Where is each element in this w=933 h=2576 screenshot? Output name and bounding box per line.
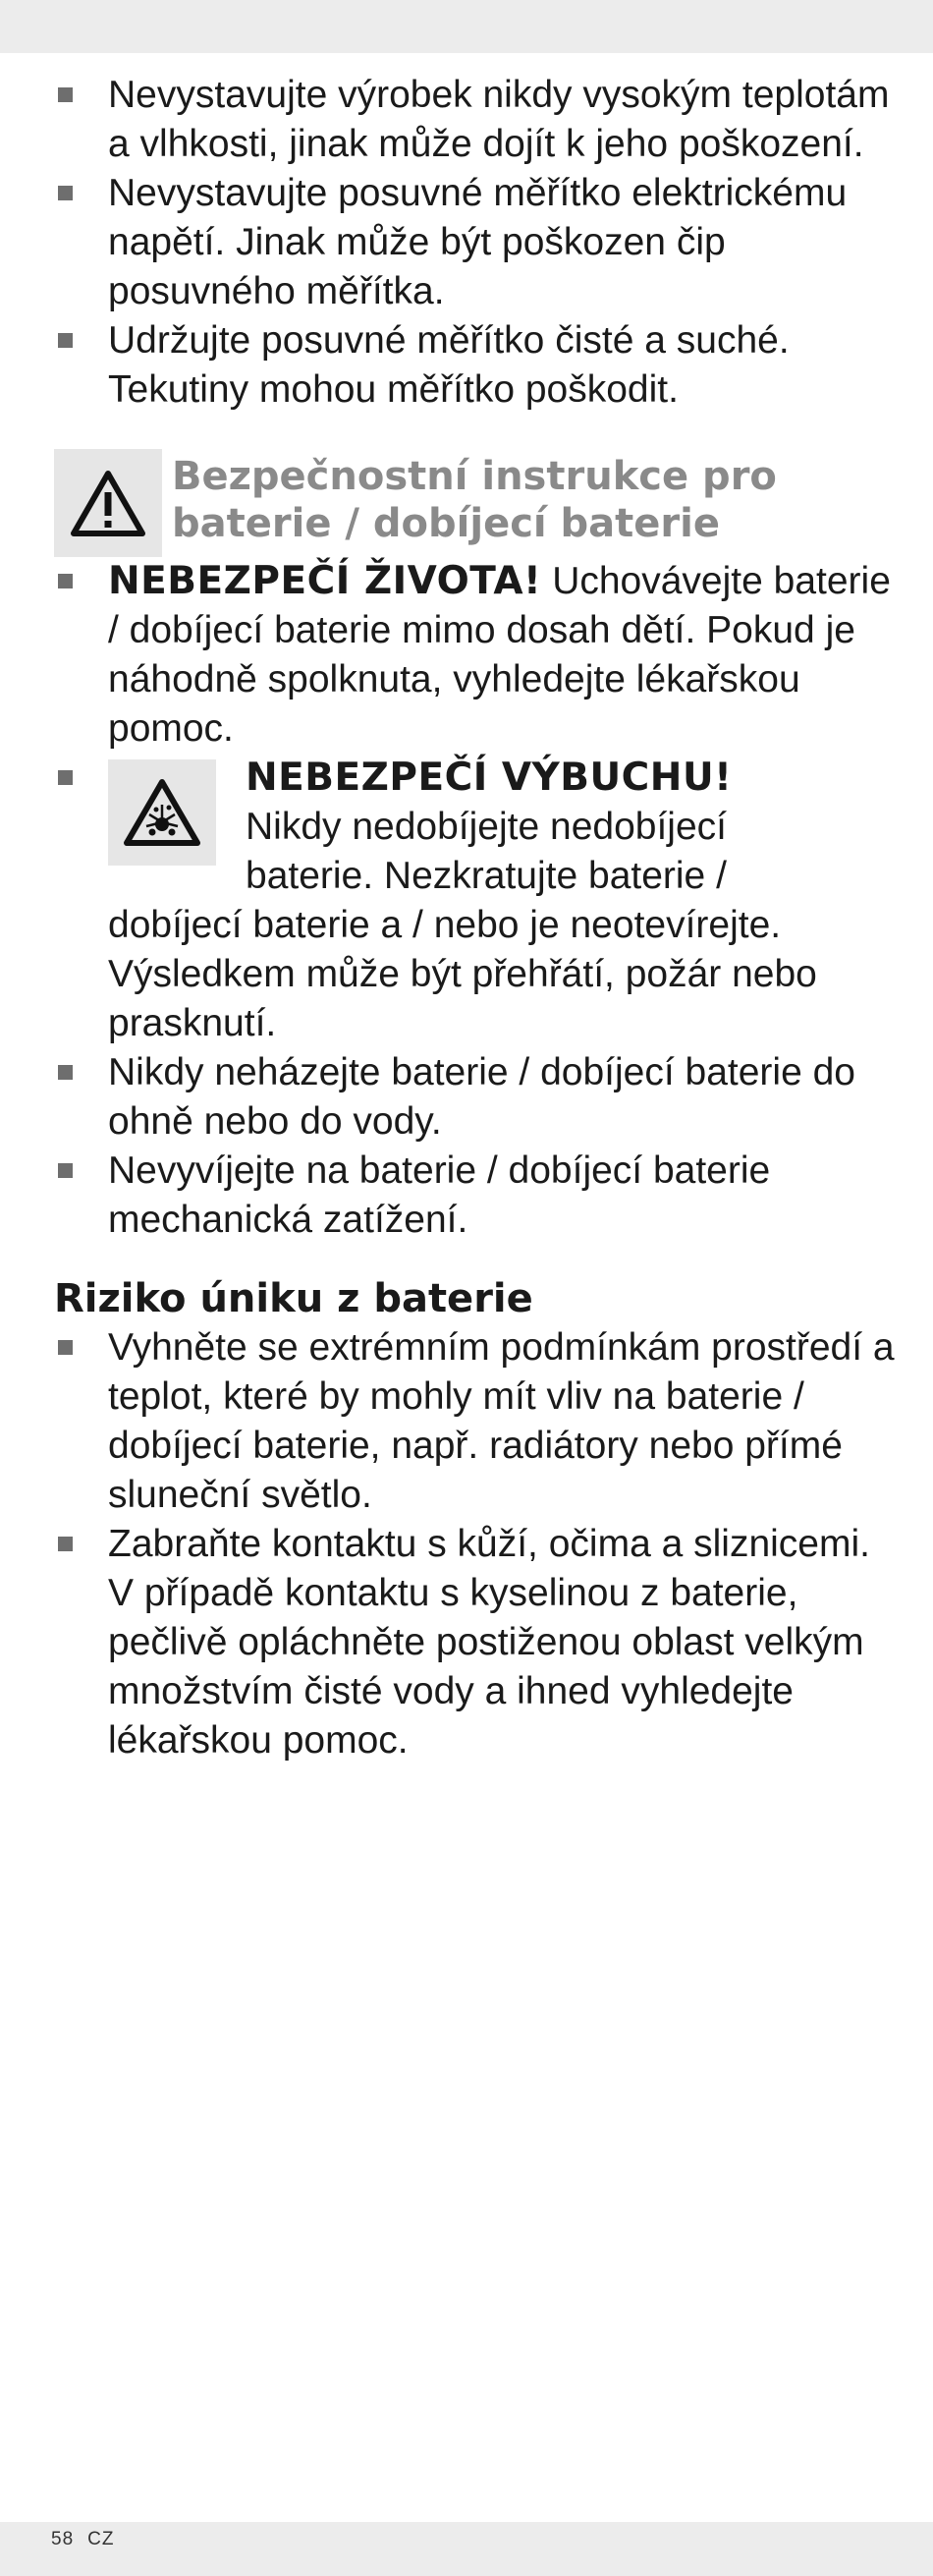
bullet-square: [58, 1340, 73, 1355]
list-item-text: Nevystavujte výrobek nikdy vysokým teplotám a vlhkosti, jinak může dojít k jeho poškození.: [108, 74, 890, 165]
battery-safety-list: [54, 557, 899, 1245]
warning-triangle-icon: [54, 449, 162, 557]
document-content: [54, 71, 899, 1765]
list-item: [54, 1147, 899, 1245]
list-item-text: Nevystavujte posuvné měřítko elektrickému napětí. Jinak může být poškozen čip posuvného měřítka.: [108, 172, 848, 312]
bullet-square: [58, 87, 73, 102]
list-item-text: Zabraňte kontaktu s kůží, očima a sliznicemi. V případě kontaktu s kyselinou z baterie, pečlivě opláchněte postiženou oblast velkým množstvím čisté vody a ihned vyhledejte lékařskou pomoc.: [108, 1523, 870, 1762]
list-item: [54, 1048, 899, 1147]
explosion-line: baterie. Nezkratujte baterie /: [246, 855, 727, 897]
list-item-text: Nikdy neházejte baterie / dobíjecí baterie do ohně nebo do vody.: [108, 1051, 855, 1143]
product-safety-list: [54, 71, 899, 415]
bullet-square: [58, 1537, 73, 1551]
list-item: [54, 169, 899, 316]
bullet-square: [58, 574, 73, 588]
bullet-square: [58, 1163, 73, 1178]
list-item: [54, 754, 899, 1048]
page-number: 58: [51, 2529, 75, 2549]
leak-risk-list: [54, 1323, 899, 1765]
top-band: [0, 0, 933, 53]
list-item: [54, 1323, 899, 1520]
page-footer: [51, 2529, 114, 2550]
language-code: CZ: [87, 2529, 115, 2549]
battery-safety-heading: [54, 449, 899, 557]
explosion-text: dobíjecí baterie a / nebo je neotevírejte. Výsledkem může být přehřátí, požár nebo prasknutí.: [108, 904, 817, 1044]
bullet-square: [58, 333, 73, 348]
list-item-text: Nevyvíjejte na baterie / dobíjecí baterie mechanická zatížení.: [108, 1149, 771, 1241]
list-item: [54, 71, 899, 169]
explosion-hazard-icon: [108, 759, 216, 866]
footer-band: [0, 2522, 933, 2576]
bullet-square: [58, 770, 73, 785]
bullet-square: [58, 1065, 73, 1080]
section-title: Bezpečnostní instrukce pro baterie / dobíjecí baterie: [172, 454, 777, 546]
life-danger-label: NEBEZPEČÍ ŽIVOTA!: [108, 559, 542, 603]
list-item-text: Vyhněte se extrémním podmínkám prostředí a teplot, které by mohly mít vliv na baterie / dobíjecí baterie, např. radiátory nebo přímé sluneční světlo.: [108, 1326, 895, 1516]
bullet-square: [58, 186, 73, 200]
explosion-line: Nikdy nedobíjejte nedobíjecí: [246, 806, 727, 848]
list-item: [54, 316, 899, 415]
explosion-warning-head: [108, 754, 899, 901]
list-item-text: Udržujte posuvné měřítko čisté a suché. Tekutiny mohou měřítko poškodit.: [108, 319, 790, 411]
list-item-text: Uchovávejte baterie / dobíjecí baterie mimo dosah dětí. Pokud je náhodně spolknuta, vyhledejte lékařskou pomoc.: [108, 560, 891, 750]
leak-risk-heading: Riziko úniku z baterie: [54, 1276, 533, 1321]
list-item: [54, 1520, 899, 1765]
list-item: [54, 557, 899, 754]
explosion-label: NEBEZPEČÍ VÝBUCHU!: [246, 756, 733, 800]
